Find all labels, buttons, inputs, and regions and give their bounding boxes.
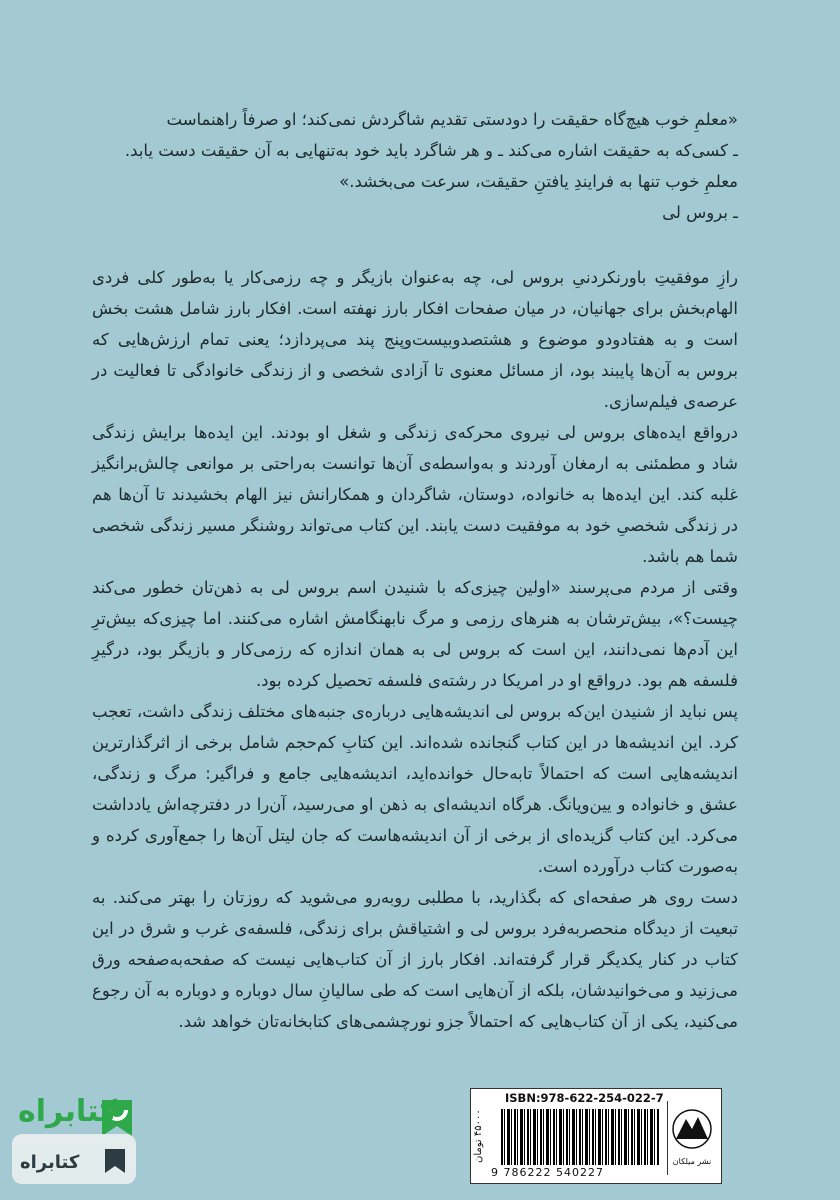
store-name-large: کتابراه <box>18 1094 117 1129</box>
quote-line: «معلمِ خوب هیچ‌گاه حقیقت را دودستی تقدیم شاگردش نمی‌کند؛ او صرفاً راهنماست <box>166 110 738 129</box>
quote-line: ـ کسی‌که به حقیقت اشاره می‌کند ـ و هر شاگرد باید خود به‌تنهایی به آن حقیقت دست یابد. <box>124 141 738 160</box>
paragraph: رازِ موفقیتِ باورنکردنیِ بروس لی، چه به‌عنوان بازیگر و چه رزمی‌کار یا به‌طور کلی فردی الهام‌بخش برای جهانیان، در میان صفحات افکار بارز نهفته است. افکار بارز شامل هشت بخش است و به هفتادودو موضوع و هشتصدوبیست‌وپنج پند می‌پردازد؛ یعنی تمام ارزش‌هایی که بروس به آن‌ها پایبند بود، از مسائل معنوی تا آزادی شخصی و از زندگی خانوادگی تا فعالیت در عرصه‌ی فیلم‌سازی. <box>92 268 738 411</box>
paragraph: درواقع ایده‌های بروس لی نیروی محرکه‌ی زندگی و شغل او بودند. این ایده‌ها برایش زندگی شاد و مطمئنی به ارمغان آوردند و به‌واسطه‌ی آن‌ها توانست به‌راحتی بر موانعی چالش‌برانگیز غلبه کند. این ایده‌ها به خانواده، دوستان، شاگردان و همکارانش نیز الهام بخشیدند تا آن‌ها هم در زندگی شخصیِ خود به موفقیت دست یابند. این کتاب می‌تواند روشنگر مسیر زندگی شخصی شما هم باشد. <box>92 423 738 566</box>
paragraph: وقتی از مردم می‌پرسند «اولین چیزی‌که با شنیدن اسم بروس لی به ذهن‌تان خطور می‌کند چیست؟»، بیش‌ترشان به هنرهای رزمی و مرگ نابهنگامش اشاره می‌کنند. اما چیزی‌که بیش‌ترِ این آدم‌ها نمی‌دانند، این است که بروس لی به همان اندازه که رزمی‌کار و بازیگر بود، درگیرِ فلسفه هم بود. درواقع او در امریکا در رشته‌ی فلسفه تحصیل کرده بود. <box>92 578 738 690</box>
barcode-number: 9 786222 540227 <box>491 1166 604 1179</box>
paragraph: دست روی هر صفحه‌ای که بگذارید، با مطلبی روبه‌رو می‌شوید که روزتان را بهتر می‌کند. به تبعیت از دیدگاه منحصربه‌فرد بروس لی و اشتیاقش برای زندگی، فلسفه‌ی غرب و شرق در این کتاب در کنار یکدیگر قرار گرفته‌اند. افکار بارز از آن کتاب‌هایی نیست که صفحه‌به‌صفحه ورق می‌زنید و می‌خوانیدشان، بلکه از آن‌هایی است که طی سالیانِ سال دوباره و دوباره به آن رجوع می‌کنید، یکی از آن کتاب‌هایی که احتمالاً جزو نورچشمی‌های کتابخانه‌تان خواهد شد. <box>92 888 738 1031</box>
paragraph: پس نباید از شنیدن این‌که بروس لی اندیشه‌هایی درباره‌ی جنبه‌های مختلف زندگی داشت، تعجب کرد. این اندیشه‌ها در این کتاب گنجانده شده‌اند. این کتابِ کم‌حجم شامل برخی از اثرگذارترین اندیشه‌هایی است که احتمالاً تابه‌حال خوانده‌اید، اندیشه‌هایی جامع و فراگیر: مرگ و زندگی، عشق و خانواده و یین‌ویانگ. هرگاه اندیشه‌ای به ذهن او می‌رسید، آن‌را در دفترچه‌اش یادداشت می‌کرد. این کتاب گزیده‌ای از برخی از آن اندیشه‌هاست که جان لیتل آن‌ها را جمع‌آوری کرده و به‌صورت کتاب درآورده است. <box>92 702 738 876</box>
quote-block <box>92 104 738 228</box>
barcode-panel <box>470 1088 722 1184</box>
barcode-bars <box>501 1109 659 1165</box>
blurb-body <box>92 262 738 1037</box>
isbn-label: ISBN:978-622-254-022-7 <box>505 1091 664 1105</box>
quote-attribution: ـ بروس لی <box>662 203 738 222</box>
bookmark-icon-small <box>100 1146 130 1176</box>
store-name-small: کتابراه <box>20 1152 80 1173</box>
store-logo-small <box>12 1134 136 1184</box>
publisher-name: نشر میلکان <box>672 1157 712 1166</box>
price-label: ۴۵۰۰۰ تومان <box>473 1109 484 1163</box>
mountain-icon <box>672 1107 712 1155</box>
store-watermark <box>12 1092 142 1192</box>
publisher-logo <box>667 1101 716 1175</box>
quote-line: معلمِ خوب تنها به فرایندِ یافتنِ حقیقت، سرعت می‌بخشد.» <box>339 172 738 191</box>
